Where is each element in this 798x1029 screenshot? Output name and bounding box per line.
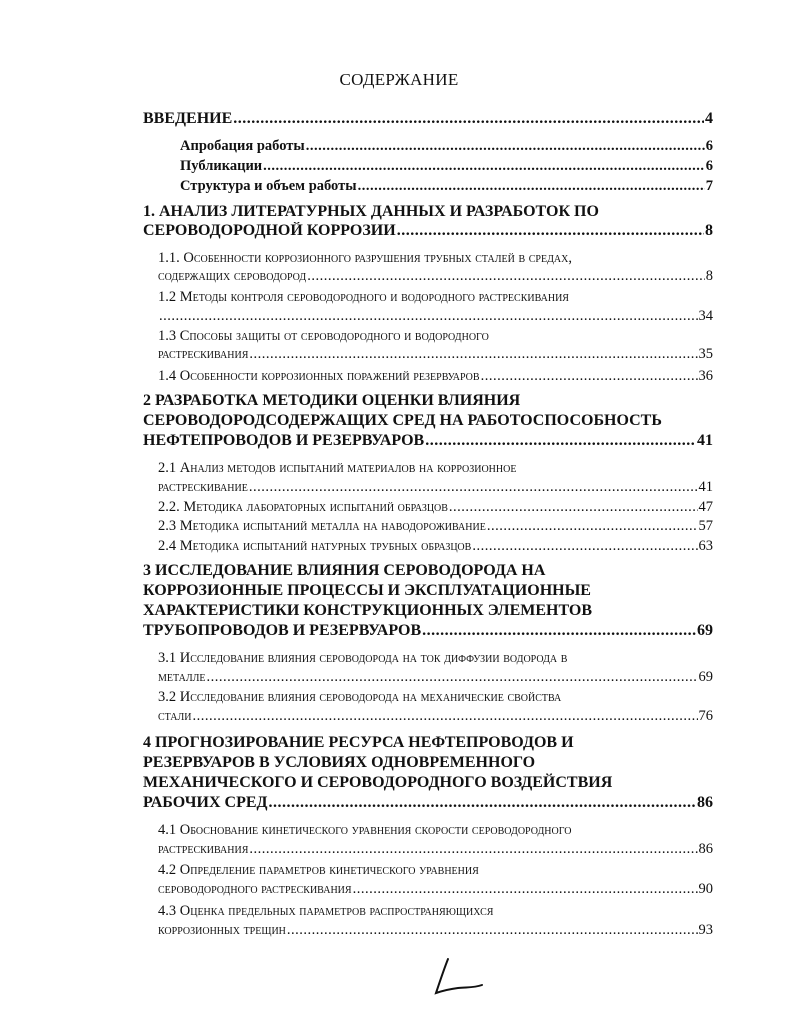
toc-entry-page: 36 [698, 368, 713, 384]
toc-entry-page: 41 [697, 432, 713, 449]
toc-entry-text: Публикации [180, 158, 263, 174]
toc-entry-introduction[interactable] [143, 110, 713, 128]
toc-entry-text: 3.2 Исследование влияния сероводорода на механические свойства [158, 689, 562, 705]
toc-entry-text: металле [158, 669, 206, 685]
toc-entry-text: 1.1. Особенности коррозионного разрушения трубных сталей в средах, [158, 250, 572, 266]
toc-entry-text: растрескивание [158, 479, 248, 495]
toc-entry-text: СЕРОВОДОРОДНОЙ КОРРОЗИИ [143, 222, 396, 239]
toc-entry-text: МЕХАНИЧЕСКОГО И СЕРОВОДОРОДНОГО ВОЗДЕЙСТВИЯ [143, 774, 613, 791]
toc-entry-text: 1.2 Методы контроля сероводородного и водородного растрескивания [158, 289, 569, 305]
toc-entry-page: 41 [698, 479, 713, 495]
toc-entry-text: ВВЕДЕНИЕ [143, 110, 233, 127]
toc-entry-text: 4.1 Обоснование кинетического уравнения скорости сероводородного [158, 822, 572, 838]
toc-entry-text: содержащих сероводород [158, 268, 307, 284]
toc-entry-text: 4.3 Оценка предельных параметров распространяющихся [158, 903, 494, 919]
toc-entry-text: 4 ПРОГНОЗИРОВАНИЕ РЕСУРСА НЕФТЕПРОВОДОВ И [143, 734, 574, 751]
signature-mark [428, 955, 488, 1000]
toc-entry-text: ХАРАКТЕРИСТИКИ КОНСТРУКЦИОННЫХ ЭЛЕМЕНТОВ [143, 602, 593, 619]
toc-entry-page: 69 [698, 669, 713, 685]
toc-entry-page: 4 [705, 110, 713, 127]
toc-entry-page: 90 [698, 881, 713, 897]
toc-entry-page: 63 [698, 538, 713, 554]
toc-entry-text: 3.1 Исследование влияния сероводорода на ток диффузии водорода в [158, 650, 568, 666]
toc-entry-text: НЕФТЕПРОВОДОВ И РЕЗЕРВУАРОВ [143, 432, 425, 449]
toc-entry-text: стали [158, 708, 192, 724]
toc-entry-page: 69 [697, 622, 713, 639]
toc-entry-text: растрескивания [158, 841, 249, 857]
toc-entry-text: 2.4 Методика испытаний натурных трубных образцов [158, 538, 472, 554]
toc-entry-text: КОРРОЗИОННЫЕ ПРОЦЕССЫ И ЭКСПЛУАТАЦИОННЫЕ [143, 582, 591, 599]
toc-entry-page: 8 [705, 222, 713, 239]
toc-entry-text: ТРУБОПРОВОДОВ И РЕЗЕРВУАРОВ [143, 622, 422, 639]
toc-entry-page: 8 [705, 268, 713, 284]
toc-entry-page: 35 [698, 346, 713, 362]
toc-entry-page: 47 [698, 499, 713, 515]
toc-entry-publications[interactable] [180, 158, 713, 175]
toc-entry-page: 76 [698, 708, 713, 724]
toc-entry-text: 2.1 Анализ методов испытаний материалов на коррозионное [158, 460, 517, 476]
toc-entry-text: 4.2 Определение параметров кинетического уравнения [158, 862, 479, 878]
toc-entry-text: СЕРОВОДОРОДСОДЕРЖАЩИХ СРЕД НА РАБОТОСПОСОБНОСТЬ [143, 412, 662, 429]
toc-entry-text: 1.4 Особенности коррозионных поражений резервуаров [158, 368, 480, 384]
toc-entry-structure[interactable] [180, 178, 713, 195]
page-title: СОДЕРЖАНИЕ [339, 70, 459, 89]
toc-entry-page: 6 [705, 138, 713, 154]
toc-entry-2-2[interactable] [158, 499, 713, 516]
toc-entry-text: 2.3 Методика испытаний металла на наводороживание [158, 518, 486, 534]
toc-entry-text: РЕЗЕРВУАРОВ В УСЛОВИЯХ ОДНОВРЕМЕННОГО [143, 754, 536, 771]
toc-entry-page: 7 [705, 178, 713, 194]
toc-entry-page: 34 [698, 308, 713, 324]
toc-entry-text: Структура и объем работы [180, 178, 357, 194]
toc-entry-page: 57 [698, 518, 713, 534]
toc-entry-2-4[interactable] [158, 538, 713, 555]
toc-entry-text: 2.2. Методика лабораторных испытаний образцов [158, 499, 448, 515]
toc-entry-page: 86 [698, 841, 713, 857]
toc-entry-page: 86 [697, 794, 713, 811]
toc-entry-text: растрескивания [158, 346, 249, 362]
toc-entry-text: 1. АНАЛИЗ ЛИТЕРАТУРНЫХ ДАННЫХ И РАЗРАБОТОК ПО [143, 203, 599, 220]
toc-entry-text: Апробация работы [180, 138, 305, 154]
toc-entry-page: 6 [705, 158, 713, 174]
toc-entry-text: РАБОЧИХ СРЕД [143, 794, 268, 811]
toc-entry-page: 93 [698, 922, 713, 938]
toc-entry-text: 1.3 Способы защиты от сероводородного и водородного [158, 328, 489, 344]
toc-entry-approbation[interactable] [180, 138, 713, 155]
toc-entry-text: коррозионных трещин [158, 922, 286, 938]
toc-entry-text: 2 РАЗРАБОТКА МЕТОДИКИ ОЦЕНКИ ВЛИЯНИЯ [143, 392, 521, 409]
toc-entry-2-3[interactable] [158, 518, 713, 535]
toc-entry-1-4[interactable] [158, 368, 713, 385]
toc-entry-text: сероводородного растрескивания [158, 881, 352, 897]
toc-entry-text: 3 ИССЛЕДОВАНИЕ ВЛИЯНИЯ СЕРОВОДОРОДА НА [143, 562, 546, 579]
